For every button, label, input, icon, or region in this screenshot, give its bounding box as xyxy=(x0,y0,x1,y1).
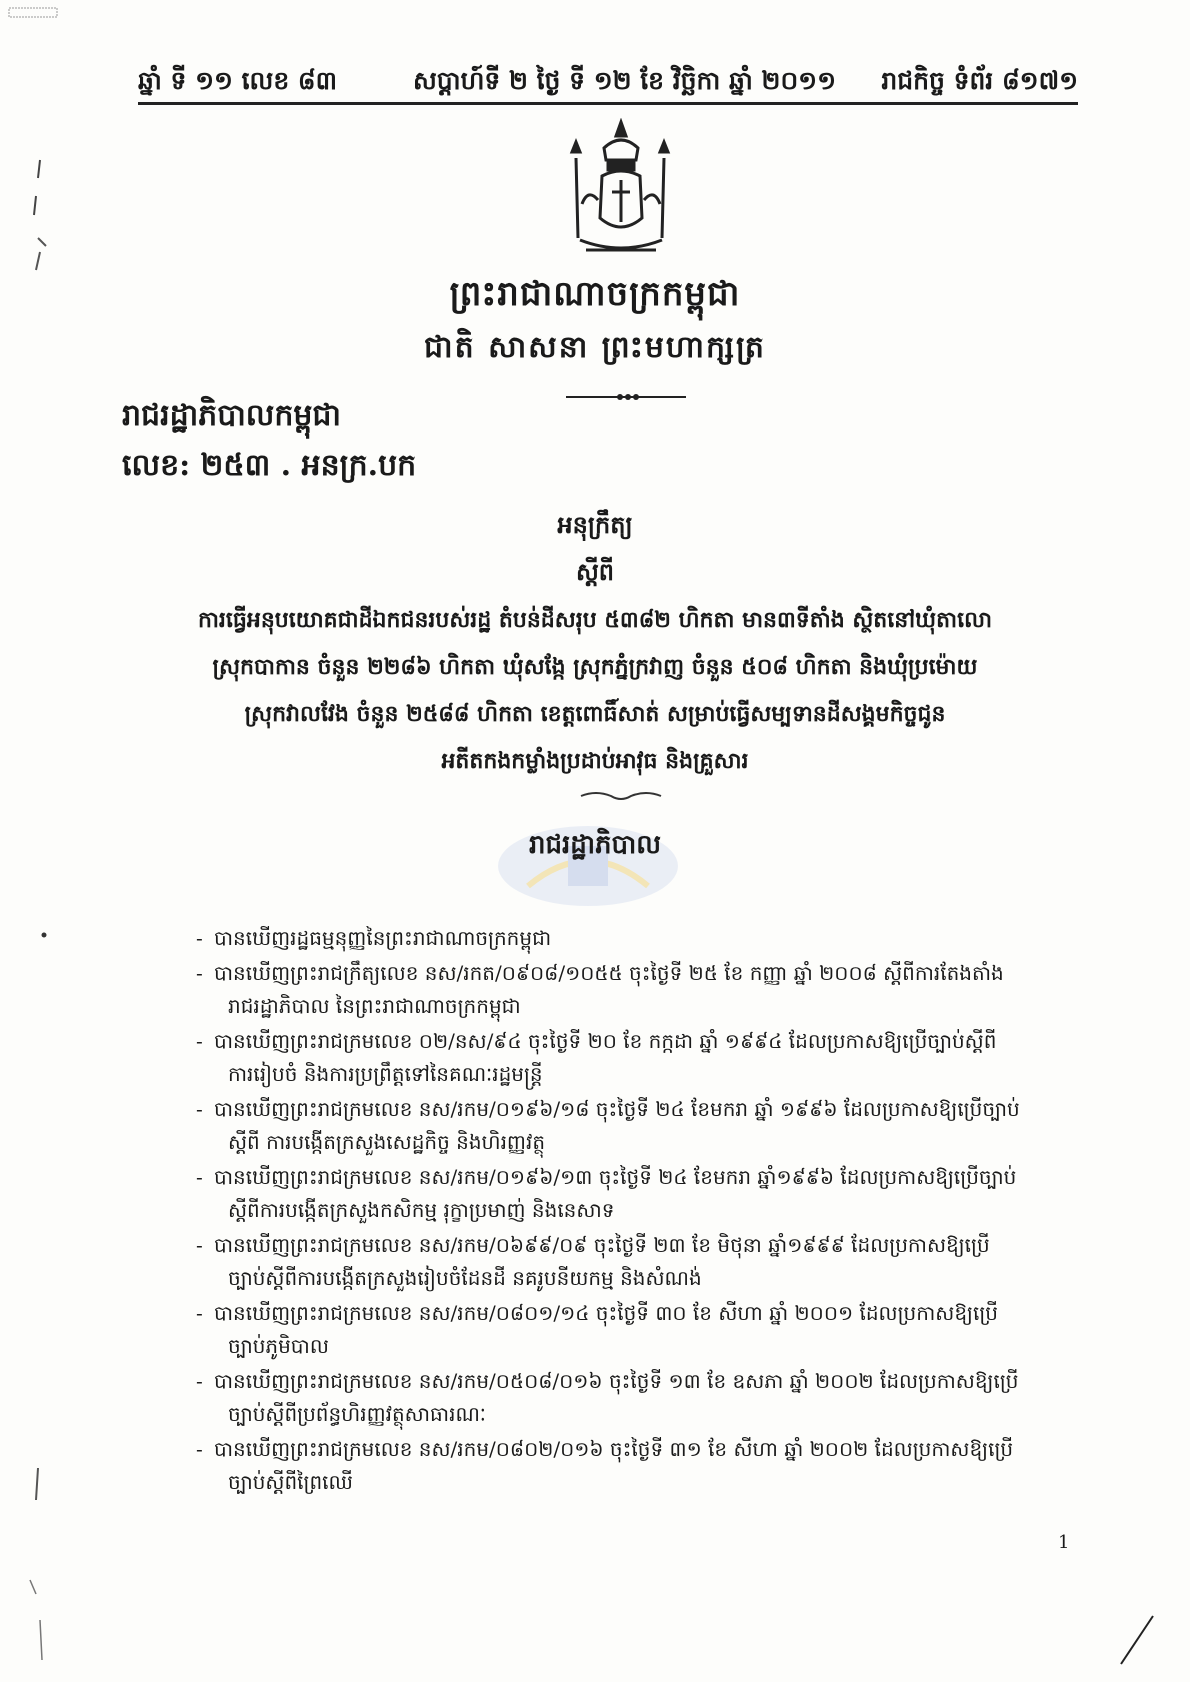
clause-line-continued: ច្បាប់ស្តីពីព្រៃឈើ xyxy=(228,1470,353,1494)
pen-stroke-mark xyxy=(1105,1610,1165,1670)
document-about: ស្តីពី xyxy=(575,557,615,586)
clause-line-continued: ច្បាប់ស្តីពីប្រព័ន្ធហិរញ្ញវត្ថុសាធារណៈ xyxy=(228,1402,486,1426)
clause-line-continued: ច្បាប់ភូមិបាល xyxy=(228,1334,329,1358)
clause-line: បានឃើញព្រះរាជក្រមលេខ នស/រកម/០៦៩៩/០៩ ចុះថ្ងៃទី ២៣ ខែ មិថុនា ឆ្នាំ១៩៩៩ ដែលប្រកាសឱ្យប្រើ xyxy=(214,1233,990,1257)
national-motto: ជាតិ សាសនា ព្រះមហាក្សត្រ xyxy=(424,330,766,365)
kingdom-name: ព្រះរាជាណាចក្រកម្ពុជា xyxy=(449,274,741,314)
royal-coat-of-arms-icon xyxy=(556,118,686,268)
clause-dash: - xyxy=(196,1165,203,1189)
clause-line: បានឃើញព្រះរាជក្រមលេខ នស/រកម/០៨០១/១៤ ចុះថ្ងៃទី ៣០ ខែ សីហា ឆ្នាំ ២០០១ ដែលប្រកាសឱ្យប្រើ xyxy=(214,1301,998,1325)
preamble-clause xyxy=(196,1161,1080,1227)
clause-dash: - xyxy=(196,1301,203,1325)
clause-dash: - xyxy=(196,1369,203,1393)
issuing-government: រាជរដ្ឋាភិបាលកម្ពុជា xyxy=(122,398,341,433)
gazette-page-ref: រាជកិច្ច ទំព័រ ៨១៧១ xyxy=(881,66,1078,95)
issuing-authority: រាជរដ្ឋាភិបាល xyxy=(528,830,662,860)
preamble-clause xyxy=(196,1229,1080,1295)
clause-line: បានឃើញព្រះរាជក្រឹត្យលេខ នស/រកត/០៩០៨/១០៥៥ ចុះថ្ងៃទី ២៥ ខែ កញ្ញា ឆ្នាំ ២០០៨ ស្តីពីការតែងតាំង xyxy=(214,961,1004,985)
gazette-header xyxy=(138,56,1078,108)
clause-line: បានឃើញព្រះរាជក្រមលេខ ០២/នស/៩៤ ចុះថ្ងៃទី ២០ ខែ កក្កដា ឆ្នាំ ១៩៩៤ ដែលប្រកាសឱ្យប្រើច្បាប់ស្តីពី xyxy=(214,1029,997,1053)
preamble-clause xyxy=(196,957,1080,1023)
preamble-clauses xyxy=(196,922,1080,1501)
clause-line: បានឃើញព្រះរាជក្រមលេខ នស/រកម/០៨០២/០១៦ ចុះថ្ងៃទី ៣១ ខែ សីហា ឆ្នាំ ២០០២ ដែលប្រកាសឱ្យប្រើ xyxy=(214,1437,1014,1461)
clause-line-continued: ស្តីពីការបង្កើតក្រសួងកសិកម្ម រុក្ខាប្រមាញ់ និងនេសាទ xyxy=(228,1198,615,1222)
clause-line: បានឃើញព្រះរាជក្រមលេខ នស/រកម/០១៩៦/១៣ ចុះថ្ងៃទី ២៤ ខែមករា ឆ្នាំ១៩៩៦ ដែលប្រកាសឱ្យប្រើច្បាប់ xyxy=(214,1165,1017,1189)
clause-line-continued: ច្បាប់ស្តីពីការបង្កើតក្រសួងរៀបចំដែនដី នគរូបនីយកម្ម និងសំណង់ xyxy=(228,1266,702,1290)
small-ornament-icon xyxy=(576,790,666,802)
clause-dash: - xyxy=(196,1233,203,1257)
gazette-date: សប្តាហ៍ទី ២ ថ្ងៃ ទី ១២ ខែ វិច្ឆិកា ឆ្នាំ ២០១១ xyxy=(413,66,837,95)
clause-line: បានឃើញព្រះរាជក្រមលេខ នស/រកម/០៥០៨/០១៦ ចុះថ្ងៃទី ១៣ ខែ ឧសភា ឆ្នាំ ២០០២ ដែលប្រកាសឱ្យប្រើ xyxy=(214,1369,1019,1393)
clause-line-continued: ការរៀបចំ និងការប្រព្រឹត្តទៅនៃគណៈរដ្ឋមន្ត្រី xyxy=(228,1062,543,1086)
page-number: 1 xyxy=(1058,1532,1070,1553)
subject-line: អតីតកងកម្លាំងប្រដាប់អាវុធ និងគ្រួសារ xyxy=(441,748,749,774)
clause-dash: - xyxy=(196,926,203,950)
preamble-clause xyxy=(196,1433,1080,1499)
subject-line: ការធ្វើអនុបយោគជាដីឯកជនរបស់រដ្ឋ តំបន់ដីសរុប ៥៣៨២ ហិកតា មាន៣ទីតាំង ស្ថិតនៅឃុំតាលោ xyxy=(197,607,992,633)
subject-line: ស្រុកវាលវែង ចំនួន ២៥៨៨ ហិកតា ខេត្តពោធិ៍សាត់ សម្រាប់ធ្វើសម្បទានដីសង្គមកិច្ចជូន xyxy=(244,701,946,727)
document-type: អនុក្រឹត្យ xyxy=(557,510,633,539)
clause-dash: - xyxy=(196,1437,203,1461)
gazette-year-issue: ឆ្នាំ ទី ១១ លេខ ៨៣ xyxy=(138,66,337,95)
clause-line-continued: រាជរដ្ឋាភិបាល នៃព្រះរាជាណាចក្រកម្ពុជា xyxy=(228,994,521,1018)
preamble-clause xyxy=(196,1025,1080,1091)
clause-line: បានឃើញរដ្ឋធម្មនុញ្ញនៃព្រះរាជាណាចក្រកម្ពុជា xyxy=(214,926,552,950)
header-rule xyxy=(138,102,1078,105)
divider-ornament-icon xyxy=(566,390,686,404)
preamble-clause xyxy=(196,1297,1080,1363)
clause-line: បានឃើញព្រះរាជក្រមលេខ នស/រកម/០១៩៦/១៨ ចុះថ្ងៃទី ២៤ ខែមករា ឆ្នាំ ១៩៩៦ ដែលប្រកាសឱ្យប្រើច្បាប់ xyxy=(214,1097,1020,1121)
subject-line: ស្រុកបាកាន ចំនួន ២២៨៦ ហិកតា ឃុំសង្កែ ស្រុកភ្នំក្រវាញ ចំនួន ៥០៨ ហិកតា និងឃុំប្រម៉ោយ xyxy=(212,654,978,680)
clause-dash: - xyxy=(196,1097,203,1121)
clause-line-continued: ស្តីពី ការបង្កើតក្រសួងសេដ្ឋកិច្ច និងហិរញ្ញវត្ថុ xyxy=(228,1130,546,1154)
preamble-clause xyxy=(196,1365,1080,1431)
preamble-clause xyxy=(196,1093,1080,1159)
document-reference-number: លេខ: ២៥៣ . អនក្រ.បក xyxy=(122,448,417,483)
clause-dash: - xyxy=(196,961,203,985)
clause-dash: - xyxy=(196,1029,203,1053)
preamble-clause xyxy=(196,922,1080,955)
